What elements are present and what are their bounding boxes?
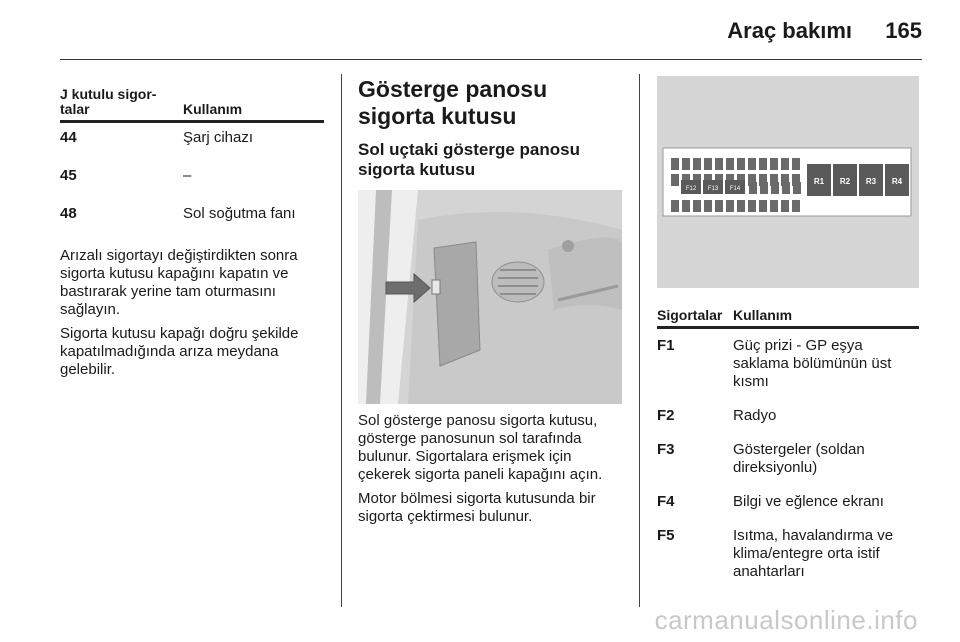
fuse-id: F2 bbox=[657, 407, 675, 424]
left-column bbox=[60, 78, 324, 385]
body-paragraph: Arızalı sigortayı değiştirdikten sonra sigorta kutusu kapağını kapatın ve bastırarak yerine tam oturmasını sağlayın. bbox=[60, 247, 298, 318]
fuse-slot bbox=[782, 182, 790, 194]
fuse-id: F5 bbox=[657, 527, 675, 544]
table-row bbox=[60, 161, 324, 199]
right-table bbox=[657, 304, 919, 589]
dashboard-illustration bbox=[358, 190, 622, 404]
section-heading: Gösterge panosu sigorta kutusu bbox=[358, 76, 548, 129]
table-row bbox=[657, 485, 919, 519]
fuse-slot bbox=[704, 200, 712, 212]
fuse-slot bbox=[715, 158, 723, 170]
table-row bbox=[657, 433, 919, 485]
relay-label-r2: R2 bbox=[839, 177, 851, 186]
fuse-id: F4 bbox=[657, 493, 675, 510]
chapter-title: Araç bakımı bbox=[727, 18, 852, 43]
fuse-slot bbox=[693, 200, 701, 212]
fuse-slot bbox=[770, 158, 778, 170]
table-row bbox=[657, 519, 919, 589]
relay-label-r4: R4 bbox=[891, 177, 903, 186]
middle-column bbox=[358, 76, 622, 525]
fuse-slot bbox=[704, 158, 712, 170]
fuse-use: – bbox=[183, 167, 192, 184]
fuse-slot bbox=[759, 200, 767, 212]
fuse-slot bbox=[749, 182, 757, 194]
fuse-use: Bilgi ve eğlence ekranı bbox=[733, 493, 884, 510]
section-subheading: Sol uçtaki gösterge panosu sigorta kutusu bbox=[358, 140, 580, 179]
fuse-slot bbox=[671, 158, 679, 170]
body-paragraph: Sol gösterge panosu sigorta kutusu, gösterge panosunun sol tarafında bulunur. Sigortalara erişmek için çekerek sigorta paneli kapağını açın. bbox=[358, 412, 603, 483]
fuse-use: Göstergeler (soldan direksiyonlu) bbox=[733, 441, 865, 476]
table-row bbox=[657, 399, 919, 433]
fuse-slot bbox=[748, 200, 756, 212]
table-row bbox=[60, 199, 324, 237]
fuse-use: Güç prizi - GP eşya saklama bölümünün üst kısmı bbox=[733, 337, 892, 390]
fuse-id: F3 bbox=[657, 441, 675, 458]
fuse-slot bbox=[693, 158, 701, 170]
fuse-slot bbox=[781, 158, 789, 170]
fuse-slot bbox=[671, 174, 679, 186]
column-divider bbox=[341, 74, 342, 607]
fuse-slot bbox=[682, 200, 690, 212]
fuse-use: Şarj cihazı bbox=[183, 129, 254, 146]
fuse-box-diagram bbox=[657, 76, 919, 288]
header-fuse-column: Sigortalar bbox=[657, 307, 723, 323]
body-paragraph: Sigorta kutusu kapağı doğru şekilde kapatılmadığında arıza meydana gelebilir. bbox=[60, 325, 299, 378]
table-row bbox=[60, 123, 324, 161]
fuse-slot bbox=[759, 158, 767, 170]
fuse-label-f12: F12 bbox=[685, 186, 697, 192]
table-row bbox=[657, 329, 919, 399]
relay-label-r3: R3 bbox=[865, 177, 877, 186]
fuse-slot bbox=[737, 200, 745, 212]
header-rule bbox=[60, 59, 922, 60]
fuse-use: Radyo bbox=[733, 407, 777, 424]
right-table-header bbox=[657, 304, 919, 329]
watermark: carmanualsonline.info bbox=[654, 605, 918, 635]
fuse-slot bbox=[770, 200, 778, 212]
fuse-slot bbox=[771, 182, 779, 194]
fuse-slot bbox=[748, 158, 756, 170]
dashboard-photo bbox=[358, 190, 622, 404]
header-usage-column: Kullanım bbox=[183, 101, 243, 117]
fuse-slot bbox=[726, 158, 734, 170]
fuse-slot bbox=[737, 158, 745, 170]
fuse-slot bbox=[792, 200, 800, 212]
column-divider bbox=[639, 74, 640, 607]
fuse-labels bbox=[681, 180, 745, 194]
header-fuse-column: J kutulu sigor- talar bbox=[60, 86, 157, 117]
fuse-label-f14: F14 bbox=[729, 186, 741, 192]
relay-label-r1: R1 bbox=[813, 177, 825, 186]
left-table-header bbox=[60, 78, 324, 123]
fuse-slot bbox=[715, 200, 723, 212]
fuse-slot bbox=[760, 182, 768, 194]
fuse-use: Sol soğutma fanı bbox=[183, 205, 296, 222]
page-number: 165 bbox=[885, 18, 922, 43]
header-usage-column: Kullanım bbox=[733, 307, 793, 323]
fuse-id: 44 bbox=[60, 129, 77, 146]
fuse-slot bbox=[781, 200, 789, 212]
fuse-slot bbox=[792, 158, 800, 170]
fuse-slot bbox=[671, 200, 679, 212]
fuse-use: Isıtma, havalandırma ve klima/entegre orta istif anahtarları bbox=[733, 527, 894, 580]
page-header bbox=[0, 0, 960, 60]
fuse-id: 48 bbox=[60, 205, 77, 222]
fuse-slot bbox=[682, 158, 690, 170]
body-paragraph: Motor bölmesi sigorta kutusunda bir sigorta çektirmesi bulunur. bbox=[358, 490, 596, 525]
fuse-id: 45 bbox=[60, 167, 77, 184]
fuse-label-f13: F13 bbox=[707, 186, 719, 192]
fuse-id: F1 bbox=[657, 337, 675, 354]
fuse-slot bbox=[726, 200, 734, 212]
fuse-slot bbox=[793, 182, 801, 194]
fuse-box-illustration bbox=[657, 76, 919, 288]
